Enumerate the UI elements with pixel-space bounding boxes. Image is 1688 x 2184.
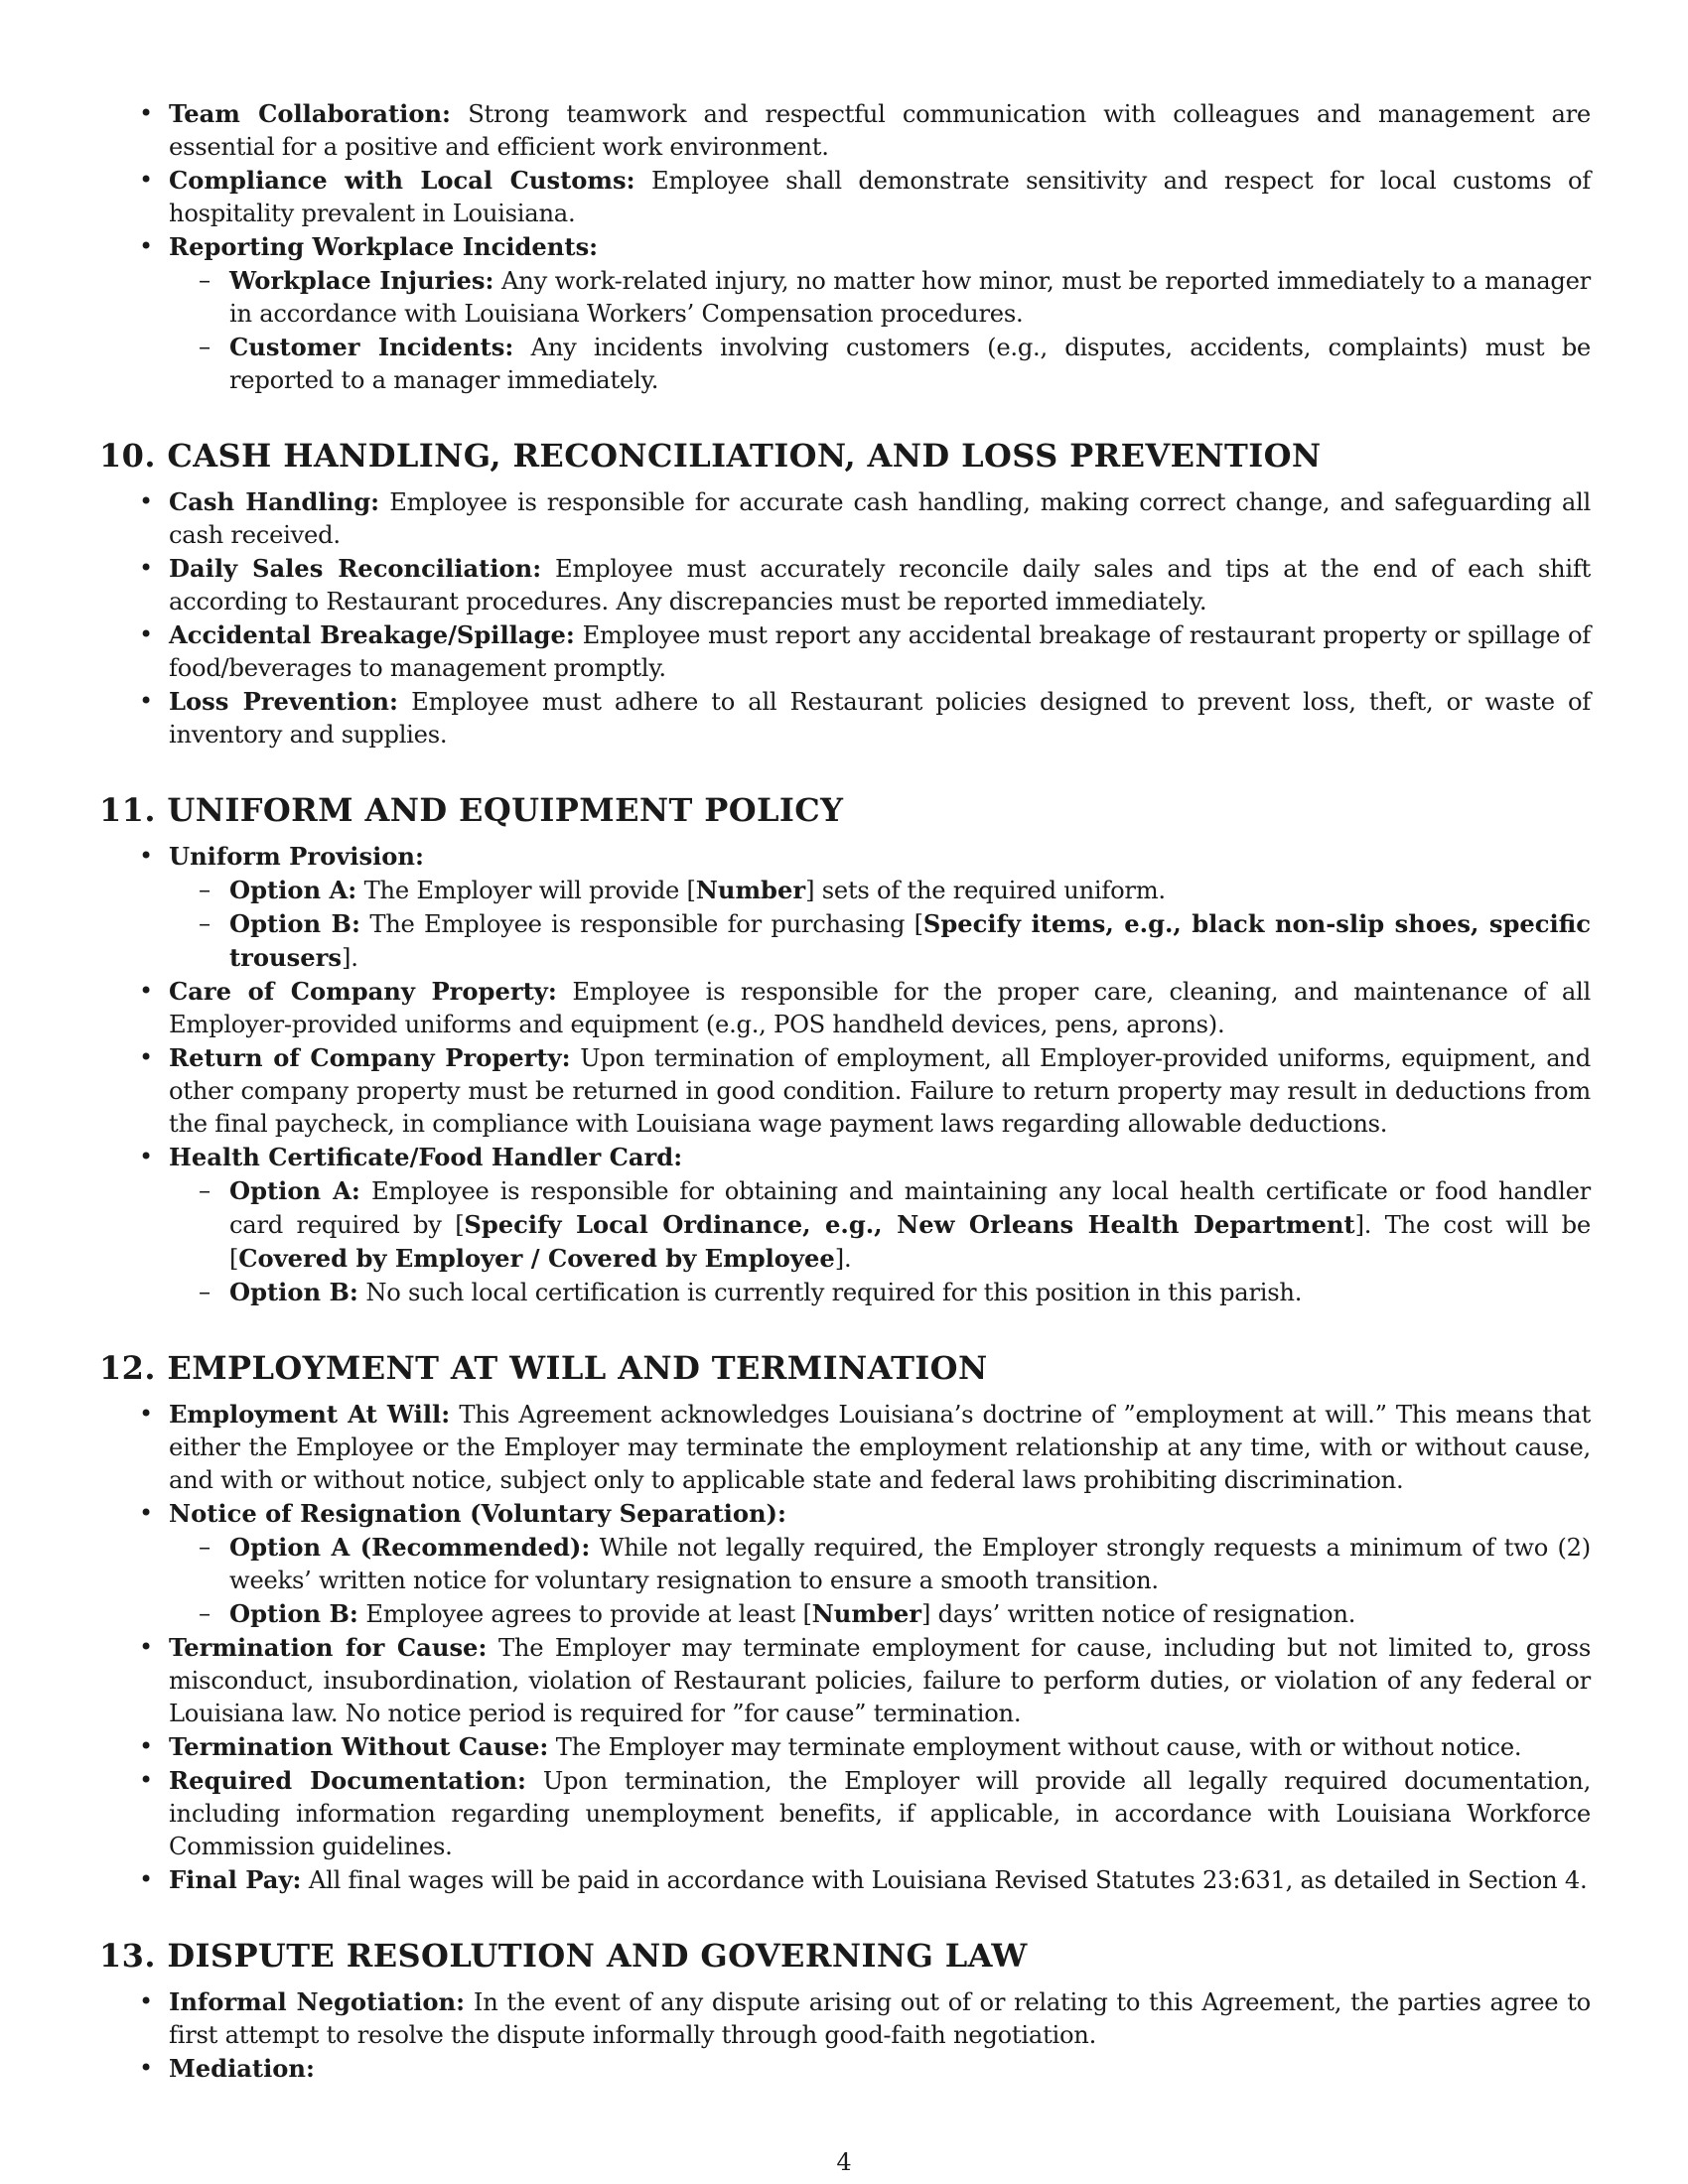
sub-list-item: – Option A: Employee is responsible for obtaining and maintaining any local health certificate or food handler card required by [Specify Local Ordinance, e.g., New Orleans Health Department]. The cost will be [Covered by Employer / Covered by Employee]. (169, 1174, 1591, 1276)
list-item: • Health Certificate/Food Handler Card: – Option A: Employee is responsible for obtaining and maintaining any local health certificate or food handler card required by [Specify Local Ordinance, e.g., New Orleans Health Department]. The cost will be [Covered by Employer / Covered by Employee]. – Option B: No such local certification is currently required for this position in this parish. (99, 1141, 1591, 1309)
list-item: • Termination Without Cause: The Employer may terminate employment without cause, with or without notice. (99, 1730, 1591, 1764)
sub-list (169, 1174, 1591, 1309)
placeholder-field: Specify Local Ordinance, e.g., New Orleans Health Department (464, 1210, 1355, 1239)
list-item: • Required Documentation: Upon termination, the Employer will provide all legally required documentation, including information regarding unemployment benefits, if applicable, in accordance with Louisiana Workforce Commission guidelines. (99, 1764, 1591, 1863)
list-item: • Termination for Cause: The Employer may terminate employment for cause, including but not limited to, gross misconduct, insubordination, violation of Restaurant policies, failure to perform duties, or violation of any federal or Louisiana law. No notice period is required for ”for cause” termination. (99, 1631, 1591, 1730)
sub-list (169, 874, 1591, 975)
section-list (99, 840, 1591, 1309)
sub-list-item: – Customer Incidents: Any incidents involving customers (e.g., disputes, accidents, complaints) must be reported to a manager immediately. (169, 331, 1591, 397)
list-item: • Notice of Resignation (Voluntary Separation): – Option A (Recommended): While not legally required, the Employer strongly requests a minimum of two (2) weeks’ written notice for voluntary resignation to ensure a smooth transition. – Option B: Employee agrees to provide at least [Number] days’ written notice of resignation. (99, 1497, 1591, 1631)
page-number: 4 (836, 2148, 852, 2176)
sub-list-item: – Option B: The Employee is responsible for purchasing [Specify items, e.g., black non-slip shoes, specific trousers]. (169, 907, 1591, 975)
section-10 (99, 436, 1591, 751)
list-item: • Employment At Will: This Agreement acknowledges Louisiana’s doctrine of ”employment at will.” This means that either the Employee or the Employer may terminate the employment relationship at any time, with or without cause, and with or without notice, subject only to applicable state and federal laws prohibiting discrimination. (99, 1398, 1591, 1497)
section-11 (99, 790, 1591, 1309)
placeholder-field: Number (695, 876, 806, 904)
sub-list-item: – Option B: No such local certification is currently required for this position in this parish. (169, 1276, 1591, 1309)
section-heading: 12. EMPLOYMENT AT WILL AND TERMINATION (99, 1349, 988, 1387)
section-list (99, 1985, 1591, 2086)
sub-list (169, 1531, 1591, 1631)
list-item: • Return of Company Property: Upon termination of employment, all Employer-provided uniforms, equipment, and other company property must be returned in good condition. Failure to return property may result in deductions from the final paycheck, in compliance with Louisiana wage payment laws regarding allowable deductions. (99, 1041, 1591, 1141)
list-item: • Informal Negotiation: In the event of any dispute arising out of or relating to this Agreement, the parties agree to first attempt to resolve the dispute informally through good-faith negotiation. (99, 1985, 1591, 2052)
list-item: • Daily Sales Reconciliation: Employee must accurately reconcile daily sales and tips at the end of each shift according to Restaurant procedures. Any discrepancies must be reported immediately. (99, 552, 1591, 618)
intro-list (99, 97, 1591, 397)
list-item: • Team Collaboration: Strong teamwork and respectful communication with colleagues and management are essential for a positive and efficient work environment. (99, 97, 1591, 164)
section-13 (99, 1936, 1591, 2086)
document-page (99, 97, 1591, 2086)
section-heading: 13. DISPUTE RESOLUTION AND GOVERNING LAW (99, 1937, 1028, 1975)
list-item: • Compliance with Local Customs: Employee shall demonstrate sensitivity and respect for local customs of hospitality prevalent in Louisiana. (99, 164, 1591, 230)
section-12 (99, 1348, 1591, 1897)
sub-list-item: – Option A (Recommended): While not legally required, the Employer strongly requests a minimum of two (2) weeks’ written notice for voluntary resignation to ensure a smooth transition. (169, 1531, 1591, 1597)
list-item: • Cash Handling: Employee is responsible for accurate cash handling, making correct change, and safeguarding all cash received. (99, 485, 1591, 552)
placeholder-field: Specify items, e.g., black non-slip shoes, specific trousers (229, 909, 1591, 972)
list-item: • Care of Company Property: Employee is responsible for the proper care, cleaning, and maintenance of all Employer-provided uniforms and equipment (e.g., POS handheld devices, pens, aprons). (99, 975, 1591, 1041)
sub-list-item: – Option B: Employee agrees to provide at least [Number] days’ written notice of resignation. (169, 1597, 1591, 1631)
section-list (99, 1398, 1591, 1897)
section-heading: 11. UNIFORM AND EQUIPMENT POLICY (99, 791, 844, 829)
list-item: • Accidental Breakage/Spillage: Employee must report any accidental breakage of restaurant property or spillage of food/beverages to management promptly. (99, 618, 1591, 685)
sub-list (169, 264, 1591, 397)
list-item: • Loss Prevention: Employee must adhere to all Restaurant policies designed to prevent loss, theft, or waste of inventory and supplies. (99, 685, 1591, 751)
sub-list-item: – Workplace Injuries: Any work-related injury, no matter how minor, must be reported immediately to a manager in accordance with Louisiana Workers’ Compensation procedures. (169, 264, 1591, 331)
list-item: • Final Pay: All final wages will be paid in accordance with Louisiana Revised Statutes 23:631, as detailed in Section 4. (99, 1863, 1591, 1897)
list-item: • Uniform Provision: – Option A: The Employer will provide [Number] sets of the required uniform. – Option B: The Employee is responsible for purchasing [Specify items, e.g., black non-slip shoes, specific trousers]. (99, 840, 1591, 975)
list-item: • Mediation: (99, 2052, 1591, 2086)
placeholder-field: Number (811, 1599, 921, 1628)
sub-list-item: – Option A: The Employer will provide [Number] sets of the required uniform. (169, 874, 1591, 907)
section-list (99, 485, 1591, 751)
list-item: • Reporting Workplace Incidents: – Workplace Injuries: Any work-related injury, no matter how minor, must be reported immediately to a manager in accordance with Louisiana Workers’ Compensation procedures. – Customer Incidents: Any incidents involving customers (e.g., disputes, accidents, complaints) must be reported to a manager immediately. (99, 230, 1591, 397)
section-heading: 10. CASH HANDLING, RECONCILIATION, AND LOSS PREVENTION (99, 437, 1322, 475)
placeholder-field: Covered by Employer / Covered by Employee (238, 1244, 835, 1273)
